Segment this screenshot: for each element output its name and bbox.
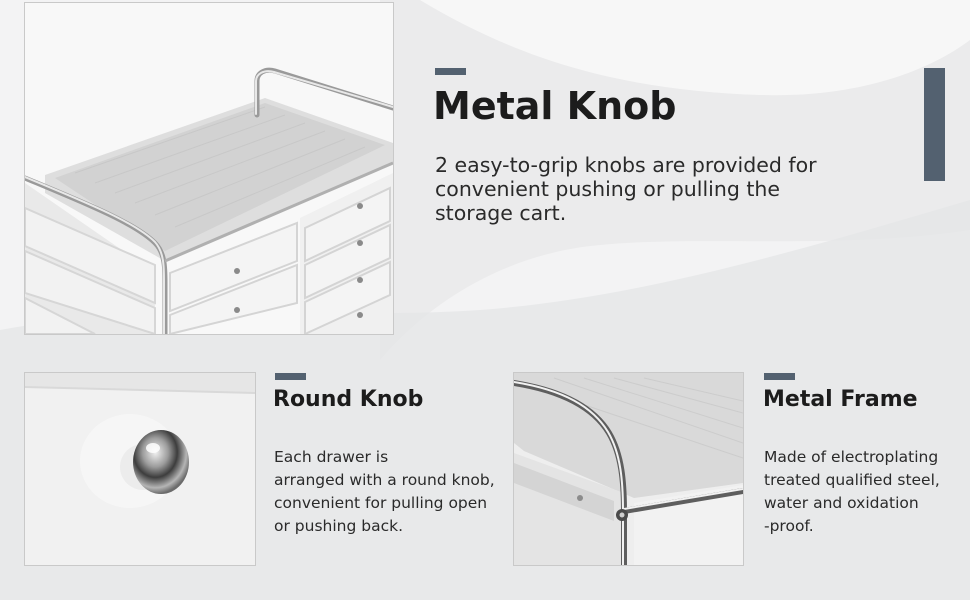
round-knob-photo bbox=[24, 372, 256, 566]
title-accent-bar bbox=[435, 68, 466, 75]
description-line: arranged with a round knob, bbox=[274, 471, 495, 489]
description-line: 2 easy-to-grip knobs are provided for bbox=[435, 153, 817, 177]
description-line: storage cart. bbox=[435, 201, 567, 225]
description-line: water and oxidation bbox=[764, 494, 919, 512]
round-knob-accent-bar bbox=[275, 373, 306, 380]
main-feature-description bbox=[435, 153, 817, 225]
metal-frame-description bbox=[764, 446, 940, 538]
metal-frame-title: Metal Frame bbox=[763, 387, 918, 412]
description-line: convenient for pulling open bbox=[274, 494, 488, 512]
metal-frame-photo bbox=[513, 372, 744, 566]
side-accent-bar bbox=[924, 68, 945, 181]
description-line: or pushing back. bbox=[274, 517, 404, 535]
description-line: Made of electroplating bbox=[764, 448, 939, 466]
cart-top-photo bbox=[24, 2, 394, 335]
description-line: Each drawer is bbox=[274, 448, 389, 466]
description-line: convenient pushing or pulling the bbox=[435, 177, 781, 201]
round-knob-title: Round Knob bbox=[273, 387, 424, 412]
metal-frame-accent-bar bbox=[764, 373, 795, 380]
description-line: treated qualified steel, bbox=[764, 471, 940, 489]
round-knob-description bbox=[274, 446, 495, 538]
description-line: -proof. bbox=[764, 517, 814, 535]
main-feature-title: Metal Knob bbox=[433, 84, 677, 128]
